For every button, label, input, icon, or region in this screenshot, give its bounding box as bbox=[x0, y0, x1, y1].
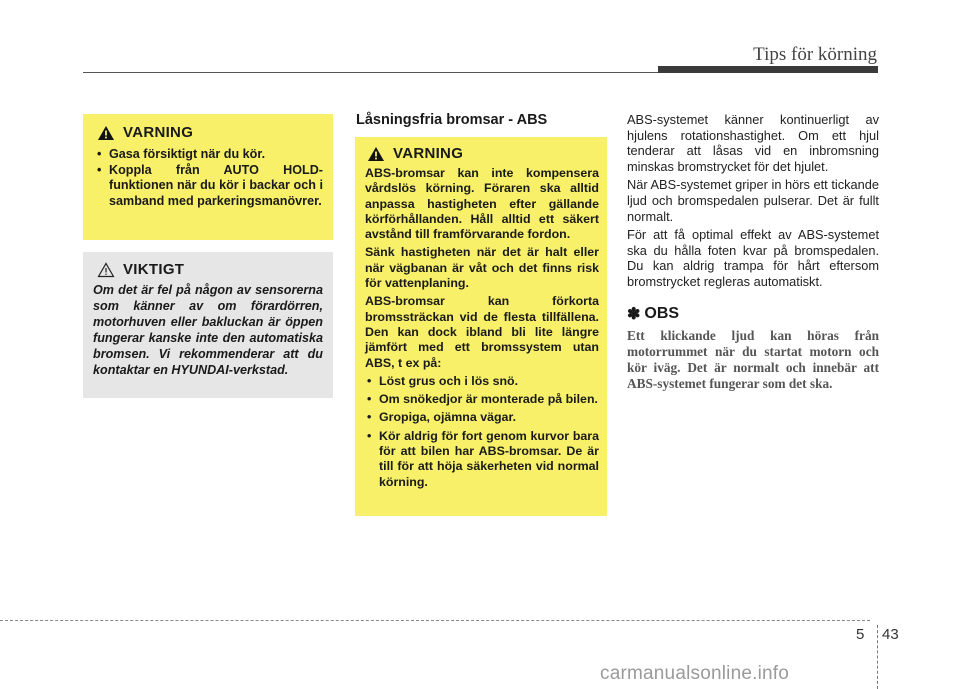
body-paragraph: ABS-systemet känner kontinuerligt av hjulens rotationshastighet. Om ett hjul tenderar att låsas vid en inbromsning minskas bromstrycket för det hjulet. bbox=[627, 112, 879, 174]
warning-paragraph: Sänk hastigheten när det är halt eller när vägbanan är våt och det finns risk för vattenplaning. bbox=[365, 245, 599, 291]
list-item: • Kör aldrig för fort genom kurvor bara för att bilen har ABS-bromsar. De är till för att höja säkerheten vid normal körning. bbox=[365, 429, 599, 490]
notice-heading bbox=[97, 261, 323, 278]
warning-heading bbox=[97, 124, 323, 141]
warning-heading bbox=[367, 145, 599, 162]
list-item: • Gasa försiktigt när du kör. bbox=[93, 147, 323, 163]
warning-heading-text: VARNING bbox=[393, 145, 464, 162]
warning-list bbox=[93, 147, 323, 209]
warning-triangle-icon bbox=[97, 125, 115, 141]
abs-description-column bbox=[627, 112, 879, 392]
warning-triangle-icon bbox=[367, 146, 385, 162]
note-heading-text: OBS bbox=[644, 304, 680, 322]
list-item: • Om snökedjor är monterade på bilen. bbox=[365, 392, 599, 407]
footer-rule bbox=[0, 620, 870, 621]
chapter-number: 5 bbox=[856, 626, 865, 643]
body-paragraph: För att få optimal effekt av ABS-systemet ska du hålla foten kvar på bromspedalen. Du kan aldrig trampa för hårt eftersom bromstrycket regleras automatiskt. bbox=[627, 227, 879, 289]
list-item: • Koppla från AUTO HOLD-funktionen när du kör i backar och i samband med parkeringsmanövrer. bbox=[93, 163, 323, 210]
list-item: • Löst grus och i lös snö. bbox=[365, 374, 599, 389]
section-title: Tips för körning bbox=[753, 44, 877, 65]
notice-body: Om det är fel på någon av sensorerna som känner av om förardörren, motorhuven eller bakluckan är öppen fungerar kanske inte den automatiska bromsen. Vi rekommenderar att du kontaktar en HYUNDAI-verkstad. bbox=[93, 283, 323, 377]
warning-paragraph: ABS-bromsar kan förkorta bromssträckan vid de flesta tillfällena. Den kan dock ibland bli lite längre jämfört med ett bromssystem utan ABS, t ex på: bbox=[365, 294, 599, 370]
footer-divider bbox=[877, 625, 878, 689]
warning-box-auto-hold bbox=[83, 114, 333, 240]
watermark: carmanualsonline.info bbox=[600, 663, 790, 684]
body-paragraph: När ABS-systemet griper in hörs ett tickande ljud och bromspedalen pulserar. Det är fullt normalt. bbox=[627, 177, 879, 224]
note-body: Ett klickande ljud kan höras från motorrummet när du startat motorn och kör iväg. Det är normalt och innebär att ABS-systemet fungerar som det ska. bbox=[627, 327, 879, 391]
header-bar bbox=[658, 66, 878, 73]
caution-triangle-icon bbox=[97, 262, 115, 278]
page-number: 43 bbox=[882, 626, 899, 643]
warning-heading-text: VARNING bbox=[123, 124, 194, 141]
warning-list bbox=[365, 374, 599, 490]
abs-section-title: Låsningsfria bromsar - ABS bbox=[356, 112, 548, 128]
header-rule bbox=[83, 72, 658, 73]
note-star-icon: ✽ bbox=[627, 305, 641, 323]
note-heading bbox=[627, 304, 879, 324]
notice-box-viktigt bbox=[83, 252, 333, 398]
list-item: • Gropiga, ojämna vägar. bbox=[365, 410, 599, 425]
notice-heading-text: VIKTIGT bbox=[123, 261, 185, 278]
warning-box-abs bbox=[355, 137, 607, 516]
warning-paragraph: ABS-bromsar kan inte kompensera vårdslös körning. Föraren ska alltid anpassa hastigheten efter gällande körförhållanden. Håll alltid ett säkert avstånd till framförvarande fordon. bbox=[365, 166, 599, 242]
